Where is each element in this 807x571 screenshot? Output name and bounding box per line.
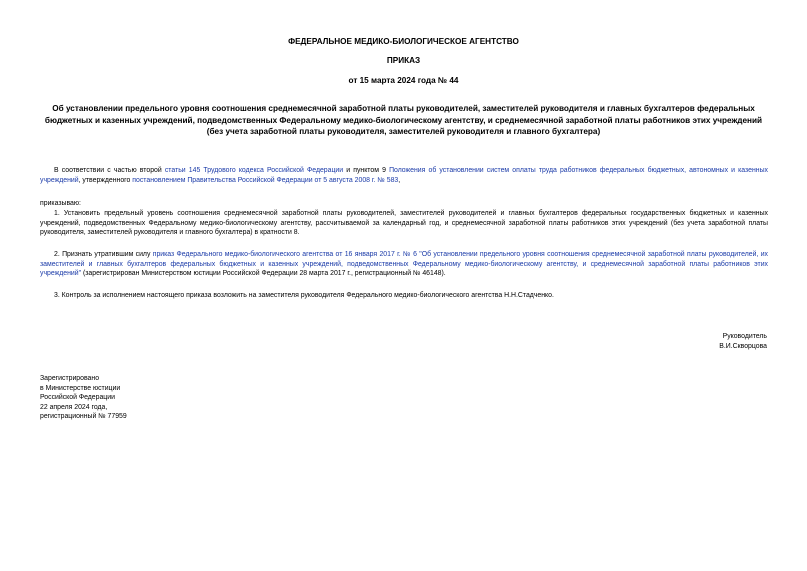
basis-suffix: , [398, 176, 401, 184]
document-subject: Об установлении предельного уровня соотношения среднемесячной заработной платы руководителей, заместителей руководителя и главных бухгалтеров федеральных бюджетных и казенных учреждений, подведомственных Федеральному медико-биологическому агентству, и среднемесячной заработной платы работников этих учреждений (без учета заработной платы руководителя, заместителей руководителя и главного бухгалтера) [44, 104, 763, 136]
signatory-name: В.И.Скворцова [719, 342, 767, 350]
registration-line-3: Российской Федерации [40, 394, 115, 402]
order-item-1: 1. Установить предельный уровень соотношения среднемесячной заработной платы руководителей, заместителей руководителей и главных бухгалтеров федеральных государственных бюджетных и казенных учреждений, подведомственных Федеральному медико-биологическому агентству, рассчитываемой за календарный год, и среднемесячной заработной платы работников этих учреждений (без учета заработной платы руководителя, заместителей руководителя и главного бухгалтера) в кратности 8. [40, 210, 768, 237]
signatory-title: Руководитель [722, 333, 767, 340]
government-decree-link[interactable]: постановлением Правительства Российской Федерации от 5 августа 2008 г. № 583 [132, 176, 399, 184]
order-item-2 [40, 250, 768, 279]
document-date-number: от 15 марта 2024 года № 44 [348, 76, 459, 85]
item2-prefix: 2. Признать утратившим силу [54, 251, 153, 258]
registration-line-1: Зарегистрировано [40, 375, 100, 382]
registration-line-2: в Министерстве юстиции [40, 384, 121, 392]
agency-title: ФЕДЕРАЛЬНОЕ МЕДИКО-БИОЛОГИЧЕСКОЕ АГЕНТСТВО [288, 37, 519, 46]
registration-date: 22 апреля 2024 года, [40, 403, 108, 411]
item2-suffix: (зарегистрирован Министерством юстиции Российской Федерации 28 марта 2017 г., регистрационный № 46148). [81, 270, 446, 278]
order-item-3: 3. Контроль за исполнением настоящего приказа возложить на заместителя руководителя Федерального медико-биологического агентства Н.Н.Стадченко. [54, 292, 554, 299]
repealed-order-link[interactable]: приказ Федерального медико-биологического агентства от 16 января 2017 г. № 6 "Об установлении предельного уровня соотношения среднемесячной заработной платы руководителей, их заместителей и главных бухгалтеров федеральных бюджетных и казенных учреждений, подведомственных Федеральному медико-биологическому агентству, и среднемесячной заработной платы работников этих учреждений" [40, 251, 768, 278]
signature-block [719, 332, 767, 351]
document-type: ПРИКАЗ [386, 56, 421, 65]
regulation-link[interactable]: Положения об установлении систем оплаты труда работников федеральных бюджетных, автономных и казенных учреждений [40, 167, 768, 184]
orders-word: приказываю: [40, 200, 81, 207]
basis-middle: и пунктом 9 [343, 167, 390, 174]
registration-number: регистрационный № 77959 [40, 413, 127, 421]
basis-prefix: В соответствии с частью второй [54, 167, 165, 174]
labor-code-link[interactable]: статьи 145 Трудового кодекса Российской Федерации [164, 167, 344, 174]
registration-block [40, 374, 127, 422]
basis-connector: , утвержденного [78, 176, 133, 184]
legal-basis-paragraph [40, 166, 768, 185]
